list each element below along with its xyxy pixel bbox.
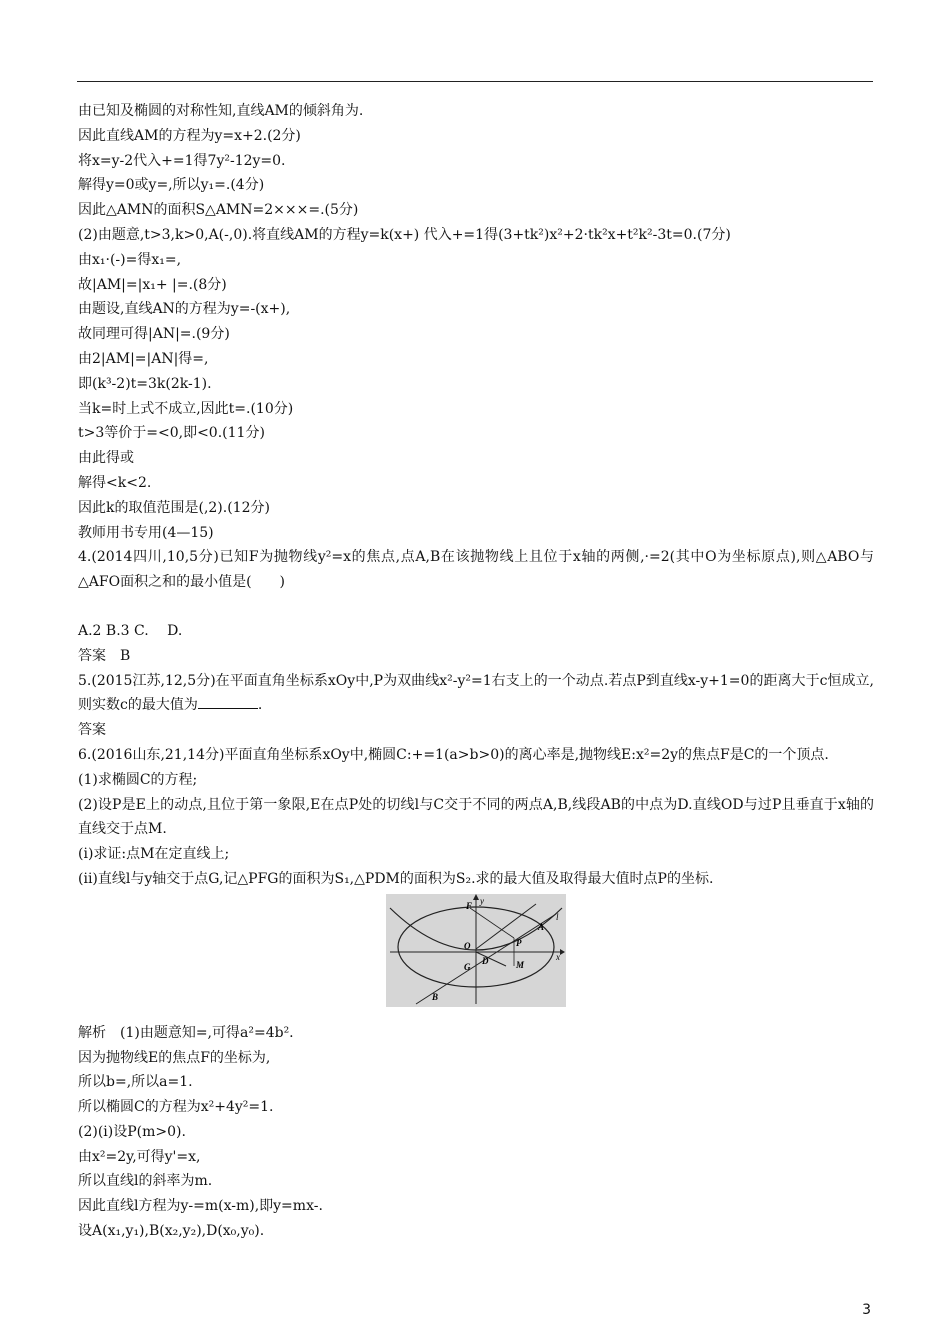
text-line: 由此得或 [78, 450, 134, 467]
question-4: 4.(2014四川,10,5分)已知F为抛物线y²=x的焦点,点A,B在该抛物线上且位于x轴的两侧,·=2(其中O为坐标原点),则△ABO与△AFO面积之和的最小值是( ) [78, 549, 874, 591]
label-x: x [556, 951, 560, 962]
text-line: 所以b=,所以a=1. [78, 1074, 193, 1091]
text-line: 因为抛物线E的焦点F的坐标为, [78, 1049, 271, 1066]
text-line: 解得<k<2. [78, 474, 152, 491]
text-line: 由x₁·(-)=得x₁=, [78, 251, 182, 268]
text-line: 故同理可得|AN|=.(9分) [78, 326, 230, 343]
label-a: A [538, 921, 545, 932]
spacer [78, 595, 874, 619]
question-6-part-2i: (i)求证:点M在定直线上; [78, 846, 230, 863]
text-line: 当k=时上式不成立,因此t=.(10分) [78, 400, 294, 417]
question-5-answer: 答案 [78, 722, 106, 739]
question-6-part-2: (2)设P是E上的动点,且位于第一象限,E在点P处的切线l与C交于不同的两点A,B,线段AB的中点为D.直线OD与过P且垂直于x轴的直线交于点M. [78, 796, 874, 838]
question-6: 6.(2016山东,21,14分)平面直角坐标系xOy中,椭圆C:+=1(a>b>0)的离心率是,抛物线E:x²=2y的焦点F是C的一个顶点. [78, 746, 829, 763]
text-line: (2)(i)设P(m>0). [78, 1123, 186, 1140]
line-fa [476, 904, 536, 949]
label-p: P [516, 937, 522, 948]
text-line: 将x=y-2代入+=1得7y²-12y=0. [78, 152, 286, 169]
text-line: 即(k³-2)t=3k(2k-1). [78, 375, 212, 392]
label-y: y [480, 895, 484, 906]
x-axis-arrow [560, 949, 565, 955]
text-line: 因此△AMN的面积S△AMN=2×××=.(5分) [78, 202, 359, 219]
label-m: M [516, 959, 525, 970]
label-g: G [464, 961, 471, 972]
label-b: B [432, 991, 439, 1002]
text-line: (2)由题意,t>3,k>0,A(-,0).将直线AM的方程y=k(x+) 代入+=1得(3+tk²)x²+2·tk²x+t²k²-3t=0.(7分) [78, 226, 731, 243]
text-line: 由题设,直线AN的方程为y=-(x+), [78, 301, 291, 318]
y-axis-arrow [473, 894, 479, 900]
figure-container [78, 894, 874, 1011]
label-l: l [556, 911, 559, 922]
text-line: 由已知及椭圆的对称性知,直线AM的倾斜角为. [78, 103, 364, 119]
text-line: 因此k的取值范围是(,2).(12分) [78, 499, 270, 516]
figure-graphic [386, 894, 566, 1007]
question-4-options: A.2 B.3 C. D. [78, 622, 183, 639]
text-line: 因此直线l方程为y-=m(x-m),即y=mx-. [78, 1198, 323, 1215]
text-line: 解析 (1)由题意知=,可得a²=4b². [78, 1024, 294, 1041]
text-line: 因此直线AM的方程为y=x+2.(2分) [78, 127, 301, 144]
text-line: 由2|AM|=|AN|得=, [78, 350, 209, 367]
page-number: 3 [862, 1302, 871, 1318]
question-5 [78, 669, 874, 719]
label-d: D [482, 955, 489, 966]
document-body [78, 99, 874, 1244]
answer-blank [198, 696, 258, 709]
text-line: 解得y=0或y=,所以y₁=.(4分) [78, 177, 265, 194]
line-fp [470, 908, 514, 938]
question-4-answer: 答案 B [78, 647, 131, 664]
question-6-part-1: (1)求椭圆C的方程; [78, 771, 198, 788]
question-5-end: . [257, 697, 263, 714]
section-heading: 教师用书专用(4—15) [78, 524, 214, 541]
text-line: 设A(x₁,y₁),B(x₂,y₂),D(x₀,y₀). [78, 1223, 265, 1240]
label-f: F [466, 900, 473, 911]
question-6-part-2ii: (ii)直线l与y轴交于点G,记△PFG的面积为S₁,△PDM的面积为S₂.求的最大值及取得最大值时点P的坐标. [78, 870, 714, 887]
text-line: 故|AM|=|x₁+ |=.(8分) [78, 276, 227, 293]
line-od [476, 952, 506, 966]
question-5-text: 5.(2015江苏,12,5分)在平面直角坐标系xOy中,P为双曲线x²-y²=1右支上的一个动点.若点P到直线x-y+1=0的距离大于c恒成立,则实数c的最大值为 [78, 672, 874, 714]
header-rule [77, 81, 873, 82]
label-o: O [464, 940, 471, 951]
text-line: 所以直线l的斜率为m. [78, 1173, 213, 1190]
text-line: 由x²=2y,可得y'=x, [78, 1148, 201, 1165]
text-line: t>3等价于=<0,即<0.(11分) [78, 425, 265, 442]
ellipse-parabola-figure [386, 894, 566, 1007]
text-line: 所以椭圆C的方程为x²+4y²=1. [78, 1099, 274, 1116]
